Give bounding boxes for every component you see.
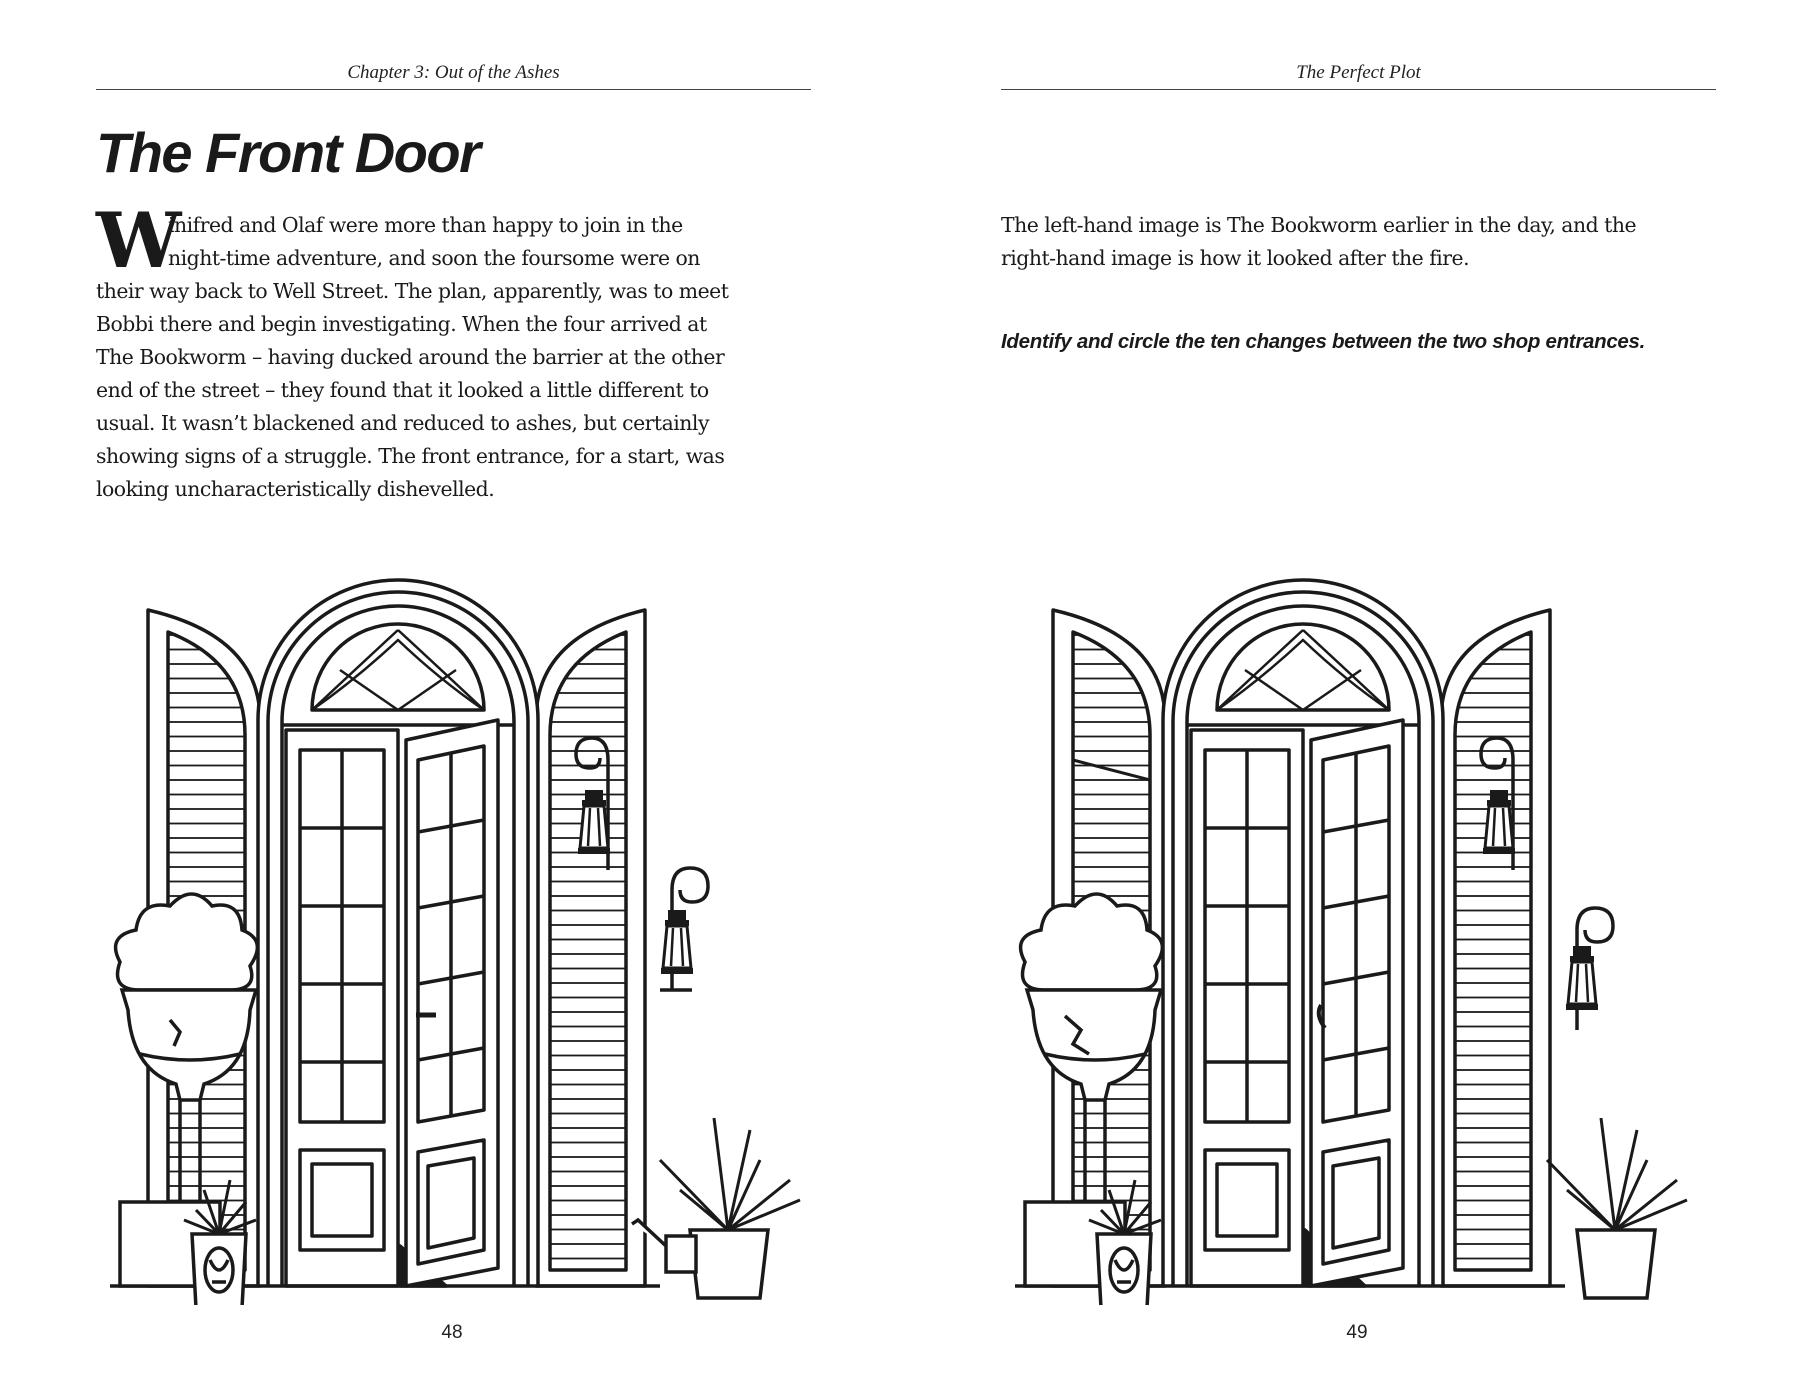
running-head-book: The Perfect Plot (1001, 62, 1716, 90)
planter-pot (690, 1230, 768, 1298)
paragraph-line: The Bookworm – having ducked around the barrier at the other (96, 345, 725, 369)
intro-paragraph (1001, 209, 1701, 275)
paragraph-line: The left-hand image is The Bookworm earlier in the day, and the (1001, 213, 1637, 237)
paragraph-line: Bobbi there and begin investigating. When the four arrived at (96, 312, 707, 336)
planter-pot (1577, 1230, 1655, 1298)
page-number: 48 (441, 1322, 463, 1343)
right-page (905, 0, 1809, 1396)
shop-entrance-before-illustration (100, 570, 820, 1305)
paragraph-line: inifred and Olaf were more than happy to join in the (168, 213, 683, 237)
paragraph-line: right-hand image is how it looked after the fire. (1001, 246, 1470, 270)
page-title: The Front Door (96, 121, 480, 184)
running-head-chapter: Chapter 3: Out of the Ashes (96, 62, 811, 90)
story-paragraph (96, 209, 796, 506)
left-page (0, 0, 904, 1396)
puzzle-instruction: Identify and circle the ten changes between the two shop entrances. (1001, 330, 1646, 353)
paragraph-line: showing signs of a struggle. The front entrance, for a start, was (96, 444, 725, 468)
paragraph-line: looking uncharacteristically dishevelled. (96, 477, 495, 501)
drop-cap: W (96, 196, 182, 285)
paragraph-line: end of the street – they found that it looked a little different to (96, 378, 709, 402)
shop-entrance-after-illustration (1005, 570, 1725, 1305)
paragraph-line: their way back to Well Street. The plan, apparently, was to meet (96, 279, 729, 303)
lantern-icon (661, 910, 693, 974)
paragraph-line: night-time adventure, and soon the foursome were on (168, 246, 700, 270)
page-number: 49 (1346, 1322, 1368, 1343)
paragraph-line: usual. It wasn’t blackened and reduced to ashes, but certainly (96, 411, 709, 435)
lantern-icon (1566, 946, 1598, 1010)
